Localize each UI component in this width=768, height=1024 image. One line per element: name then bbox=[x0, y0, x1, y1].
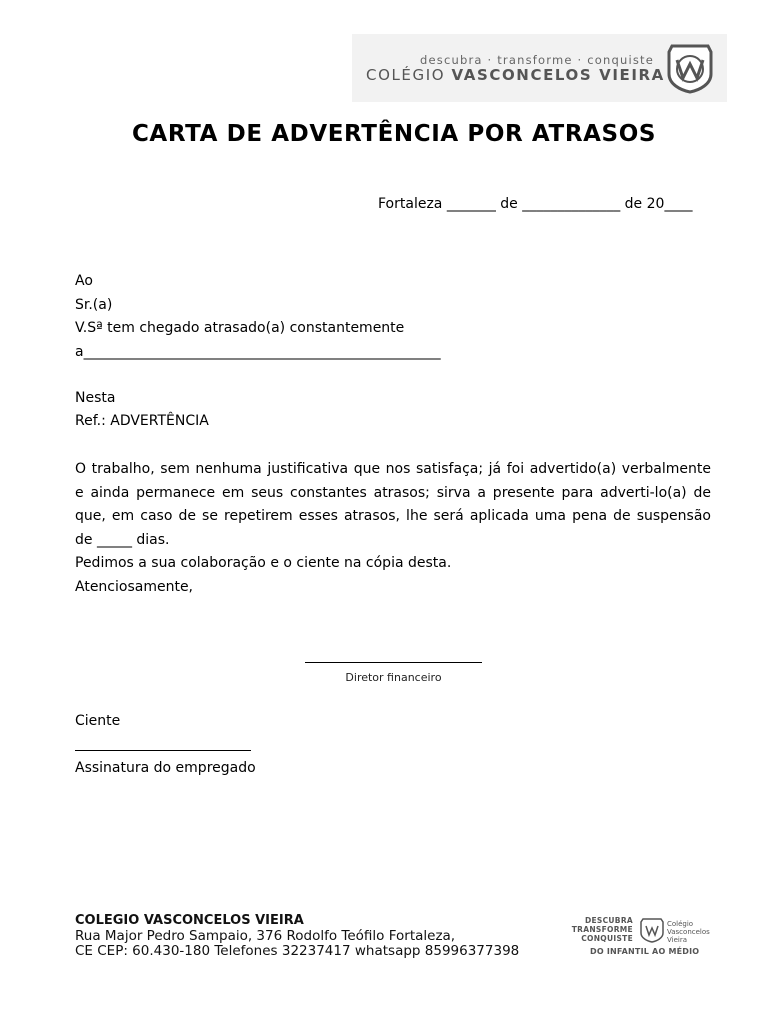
footer-logo-slogan-a: DO INFANTIL AO bbox=[590, 947, 669, 956]
body-line: que, em caso de se repetirem esses atrasos, lhe será aplicada uma pena de suspensão bbox=[75, 508, 711, 524]
footer-crest-icon bbox=[640, 917, 664, 944]
footer-logo-slogan-b: MÉDIO bbox=[668, 947, 700, 956]
logo-school-name bbox=[366, 66, 665, 84]
footer-logo-name bbox=[667, 920, 710, 944]
footer-logo-name-line: Vieira bbox=[667, 936, 687, 944]
page-title: CARTA DE ADVERTÊNCIA POR ATRASOS bbox=[131, 121, 657, 147]
director-signature-label: Diretor financeiro bbox=[345, 671, 442, 684]
footer-logo-tag: TRANSFORME bbox=[571, 925, 633, 934]
employee-signature-line bbox=[75, 740, 251, 751]
nesta-line: Nesta bbox=[75, 390, 116, 406]
recipient-line: Sr.(a) bbox=[75, 297, 113, 313]
footer-address-line: Rua Major Pedro Sampaio, 376 Rodolfo Teófilo Fortaleza, bbox=[75, 927, 456, 944]
footer-logo-slogan bbox=[590, 947, 699, 956]
reference-line: Ref.: ADVERTÊNCIA bbox=[75, 413, 209, 429]
footer-logo-tag: CONQUISTE bbox=[581, 934, 633, 943]
footer-logo-name-line: Vasconcelos bbox=[667, 928, 710, 936]
ciente-label: Ciente bbox=[75, 713, 121, 729]
employee-signature-label: Assinatura do empregado bbox=[75, 760, 256, 776]
body-line: e ainda permanece em seus constantes atrasos; sirva a presente para adverti-lo(a) de bbox=[75, 484, 711, 501]
footer-school-name: COLEGIO VASCONCELOS VIEIRA bbox=[75, 913, 304, 928]
closing-line: Atenciosamente, bbox=[75, 578, 194, 595]
director-signature-line bbox=[305, 650, 482, 663]
logo-school-prefix: COLÉGIO bbox=[366, 66, 446, 84]
statement-line: V.Sª tem chegado atrasado(a) constantemente bbox=[75, 320, 405, 336]
footer-logo-tag: DESCUBRA bbox=[584, 916, 633, 925]
logo-tagline: descubra · transforme · conquiste bbox=[420, 53, 655, 67]
address-to: Ao bbox=[75, 273, 93, 289]
statement-continuation: a___________________________________________________ bbox=[75, 344, 441, 360]
date-line: Fortaleza _______ de ______________ de 20____ bbox=[378, 196, 693, 212]
footer-logo-tagline bbox=[568, 916, 633, 943]
body-line: O trabalho, sem nenhuma justificativa que nos satisfaça; já foi advertido(a) verbalmente bbox=[75, 461, 711, 477]
school-crest-icon bbox=[666, 42, 714, 94]
footer-address-line: CE CEP: 60.430-180 Telefones 32237417 whatsapp 85996377398 bbox=[75, 943, 520, 959]
body-paragraph bbox=[75, 458, 711, 599]
logo-school-name-bold: VASCONCELOS VIEIRA bbox=[451, 66, 665, 84]
footer-logo-name-line: Colégio bbox=[667, 920, 694, 928]
body-line: Pedimos a sua colaboração e o ciente na cópia desta. bbox=[75, 555, 452, 571]
footer-address bbox=[75, 913, 519, 960]
body-line: de _____ dias. bbox=[75, 531, 170, 548]
